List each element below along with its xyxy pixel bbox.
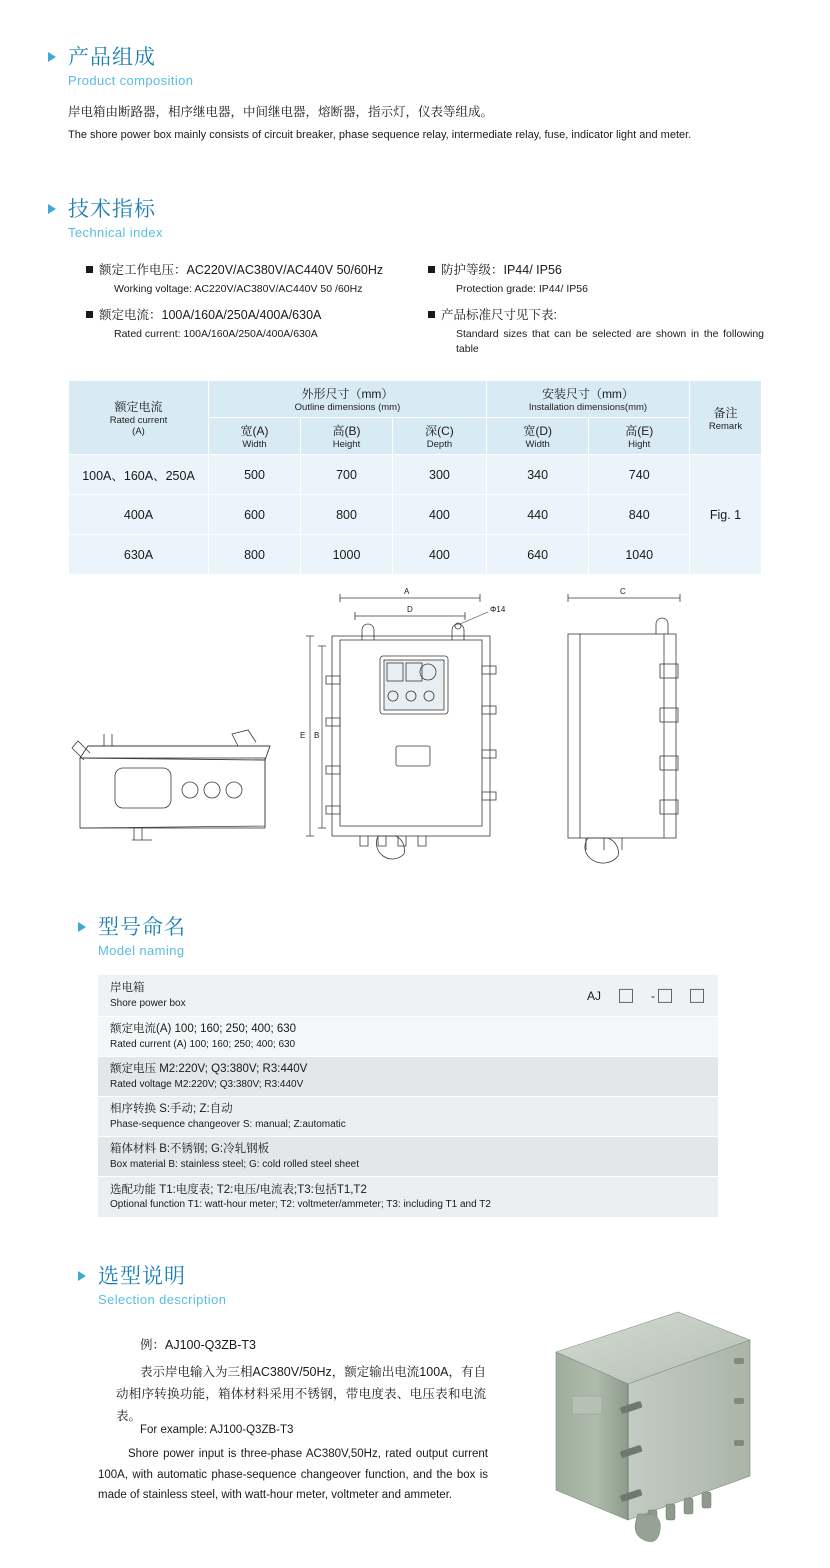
dim-label-e: E <box>300 731 306 740</box>
drawing-front-view <box>306 594 496 859</box>
tech-item-rated-current <box>86 305 426 342</box>
dim-label-hole: Φ14 <box>490 605 506 614</box>
specifications-table <box>68 380 762 575</box>
selection-example-cn: 例：AJ100-Q3ZB-T3 <box>140 1338 257 1352</box>
row-label-cn: 选配功能 T1:电度表; T2:电压/电流表;T3:包括T1,T2 <box>110 1183 367 1196</box>
section-heading-technical-index <box>68 198 163 240</box>
drawing-top-view <box>72 730 270 840</box>
th-depth-c-en: Depth <box>426 439 453 450</box>
section-heading-product-composition <box>68 46 193 88</box>
row-label-cn: 额定电流(A) 100; 160; 250; 400; 630 <box>110 1023 297 1035</box>
model-naming-row-rated-voltage <box>98 1057 718 1097</box>
drawing-side-view <box>568 594 680 863</box>
dim-label-b: B <box>314 731 320 740</box>
row-label-cn: 额定电压 M2:220V; Q3:380V; R3:440V <box>110 1063 308 1075</box>
tech-item-cn: 额定工作电压：AC220V/AC380V/AC440V 50/60Hz <box>99 263 384 277</box>
row-label-cn: 箱体材料 B:不锈钢; G:冷轧钢板 <box>110 1143 270 1155</box>
cell-rated-current: 400A <box>69 495 209 535</box>
model-naming-row-box-material <box>98 1137 718 1177</box>
table-body <box>69 455 762 575</box>
table-row <box>69 495 762 535</box>
th-remark-en: Remark <box>708 420 743 432</box>
triangle-marker-icon <box>48 52 56 62</box>
th-remark-cn: 备注 <box>713 405 738 420</box>
technical-drawings-svg <box>60 578 770 868</box>
product-composition-body-cn: 岸电箱由断路器，相序继电器，中间继电器，熔断器，指示灯，仪表等组成。 <box>68 105 494 119</box>
tech-item-cn: 产品标准尺寸见下表: <box>441 308 557 322</box>
section-heading-model-naming <box>98 916 186 958</box>
technical-drawing-group <box>60 578 770 868</box>
code-box-2[interactable] <box>658 989 672 1003</box>
model-naming-row-shore-power-box <box>98 975 718 1017</box>
th-height-e <box>589 418 690 455</box>
cell-width-d: 640 <box>486 535 589 575</box>
th-width-a-en: Width <box>242 439 267 450</box>
th-width-d-en: Width <box>525 439 550 450</box>
section-title-en: Technical index <box>68 225 163 241</box>
cell-depth-c: 400 <box>393 535 487 575</box>
model-naming-block <box>98 975 718 1217</box>
triangle-marker-icon <box>48 204 56 214</box>
th-outline-en: Outline dimensions (mm) <box>294 402 401 413</box>
tech-item-en: Rated current: 100A/160A/250A/400A/630A <box>114 328 318 340</box>
row-label-en: Phase-sequence changeover S: manual; Z:automatic <box>110 1118 346 1130</box>
section-title-en: Model naming <box>98 943 185 959</box>
tech-item-cn: 防护等级：IP44/ IP56 <box>441 263 562 277</box>
model-naming-row-rated-current <box>98 1017 718 1057</box>
th-height-b <box>301 418 393 455</box>
row-label-en: Box material B: stainless steel; G: cold rolled steel sheet <box>110 1158 360 1170</box>
th-install-cn: 安装尺寸（mm） <box>541 387 634 401</box>
th-rated-current-unit: (A) <box>132 426 145 437</box>
section-title-cn: 型号命名 <box>98 916 186 939</box>
product-composition-body-en: The shore power box mainly consists of circuit breaker, phase sequence relay, intermediate relay, fuse, indicator light and meter. <box>68 129 692 141</box>
tech-item-standard-sizes <box>428 305 764 357</box>
row-label-cn: 岸电箱 <box>110 982 145 994</box>
th-rated-current-en: Rated current <box>109 415 168 426</box>
row-label-en: Rated current (A) 100; 160; 250; 400; 630 <box>110 1038 296 1050</box>
tech-item-working-voltage <box>86 260 426 297</box>
th-height-e-en: Hight <box>628 439 651 450</box>
dim-label-a: A <box>404 587 410 596</box>
code-prefix: AJ <box>586 988 601 1003</box>
code-box-3[interactable] <box>690 989 704 1003</box>
cell-depth-c: 400 <box>393 495 487 535</box>
tech-item-en: Standard sizes that can be selected are shown in the following table <box>456 328 764 356</box>
section-title-cn: 选型说明 <box>98 1265 186 1288</box>
cell-width-a: 500 <box>209 455 301 495</box>
table-row <box>69 455 762 495</box>
row-label-en: Shore power box <box>110 997 186 1009</box>
th-outline-dimensions <box>209 381 487 418</box>
cell-height-e: 840 <box>589 495 690 535</box>
tech-item-en: Protection grade: IP44/ IP56 <box>456 283 588 295</box>
bullet-square-icon <box>428 266 435 273</box>
bullet-square-icon <box>428 311 435 318</box>
th-remark <box>690 381 762 455</box>
row-label-en: Optional function T1: watt-hour meter; T2: voltmeter/ammeter; T3: including T1 and T2 <box>110 1199 491 1211</box>
th-height-b-en: Height <box>332 439 361 450</box>
th-height-e-cn: 高(E) <box>625 424 654 438</box>
table-header <box>69 381 762 455</box>
th-rated-current-cn: 额定电流 <box>114 400 163 414</box>
dim-label-c: C <box>620 587 626 596</box>
th-width-a-cn: 宽(A) <box>240 424 269 438</box>
th-width-a <box>209 418 301 455</box>
model-naming-row-phase-changeover <box>98 1097 718 1137</box>
cell-width-d: 340 <box>486 455 589 495</box>
th-install-en: Installation dimensions(mm) <box>528 402 648 413</box>
th-outline-cn: 外形尺寸（mm） <box>301 387 394 401</box>
th-depth-c-cn: 深(C) <box>425 424 454 438</box>
th-installation-dimensions <box>486 381 689 418</box>
code-box-1[interactable] <box>619 989 633 1003</box>
bullet-square-icon <box>86 266 93 273</box>
th-depth-c <box>393 418 487 455</box>
cell-height-e: 1040 <box>589 535 690 575</box>
cell-height-b: 1000 <box>301 535 393 575</box>
th-rated-current <box>69 381 209 455</box>
cell-rated-current: 100A、160A、250A <box>69 455 209 495</box>
section-title-cn: 产品组成 <box>68 46 156 69</box>
th-width-d-cn: 宽(D) <box>523 424 552 438</box>
cell-remark: Fig. 1 <box>690 455 762 575</box>
cell-rated-current: 630A <box>69 535 209 575</box>
triangle-marker-icon <box>78 1271 86 1281</box>
bullet-square-icon <box>86 311 93 318</box>
cell-width-a: 800 <box>209 535 301 575</box>
tech-item-cn: 额定电流：100A/160A/250A/400A/630A <box>99 308 322 322</box>
row-label-en: Rated voltage M2:220V; Q3:380V; R3:440V <box>110 1078 304 1090</box>
tech-item-en: Working voltage: AC220V/AC380V/AC440V 50 /60Hz <box>114 283 363 295</box>
product-photo <box>520 1300 780 1550</box>
code-dash: - <box>651 988 655 1003</box>
section-heading-selection-description <box>98 1265 226 1307</box>
selection-example-en: For example: AJ100-Q3ZB-T3 <box>140 1424 294 1436</box>
cell-width-a: 600 <box>209 495 301 535</box>
cell-width-d: 440 <box>486 495 589 535</box>
th-width-d <box>486 418 589 455</box>
dim-label-d: D <box>407 605 413 614</box>
row-label-cn: 相序转换 S:手动; Z:自动 <box>110 1103 233 1115</box>
model-code-area <box>587 987 704 1003</box>
section-title-en: Selection description <box>98 1292 227 1308</box>
triangle-marker-icon <box>78 922 86 932</box>
cell-depth-c: 300 <box>393 455 487 495</box>
section-title-cn: 技术指标 <box>68 198 156 221</box>
model-naming-row-optional-function <box>98 1177 718 1217</box>
product-photo-svg <box>520 1300 780 1550</box>
table-header-row-1 <box>69 381 762 418</box>
cell-height-e: 740 <box>589 455 690 495</box>
table-row <box>69 535 762 575</box>
selection-body-cn: 表示岸电输入为三相AC380V/50Hz，额定输出电流100A，有自动相序转换功能，箱体材料采用不锈钢，带电度表、电压表和电流表。 <box>116 1365 486 1423</box>
th-height-b-cn: 高(B) <box>332 424 361 438</box>
cell-height-b: 700 <box>301 455 393 495</box>
tech-item-protection-grade <box>428 260 758 297</box>
section-title-en: Product composition <box>68 73 194 89</box>
cell-height-b: 800 <box>301 495 393 535</box>
selection-body-en: Shore power input is three-phase AC380V,50Hz, rated output current 100A, with automatic phase-sequence changeover function, and the box is made of stainless steel, with watt-hour meter, voltmeter and ammeter. <box>98 1448 488 1502</box>
